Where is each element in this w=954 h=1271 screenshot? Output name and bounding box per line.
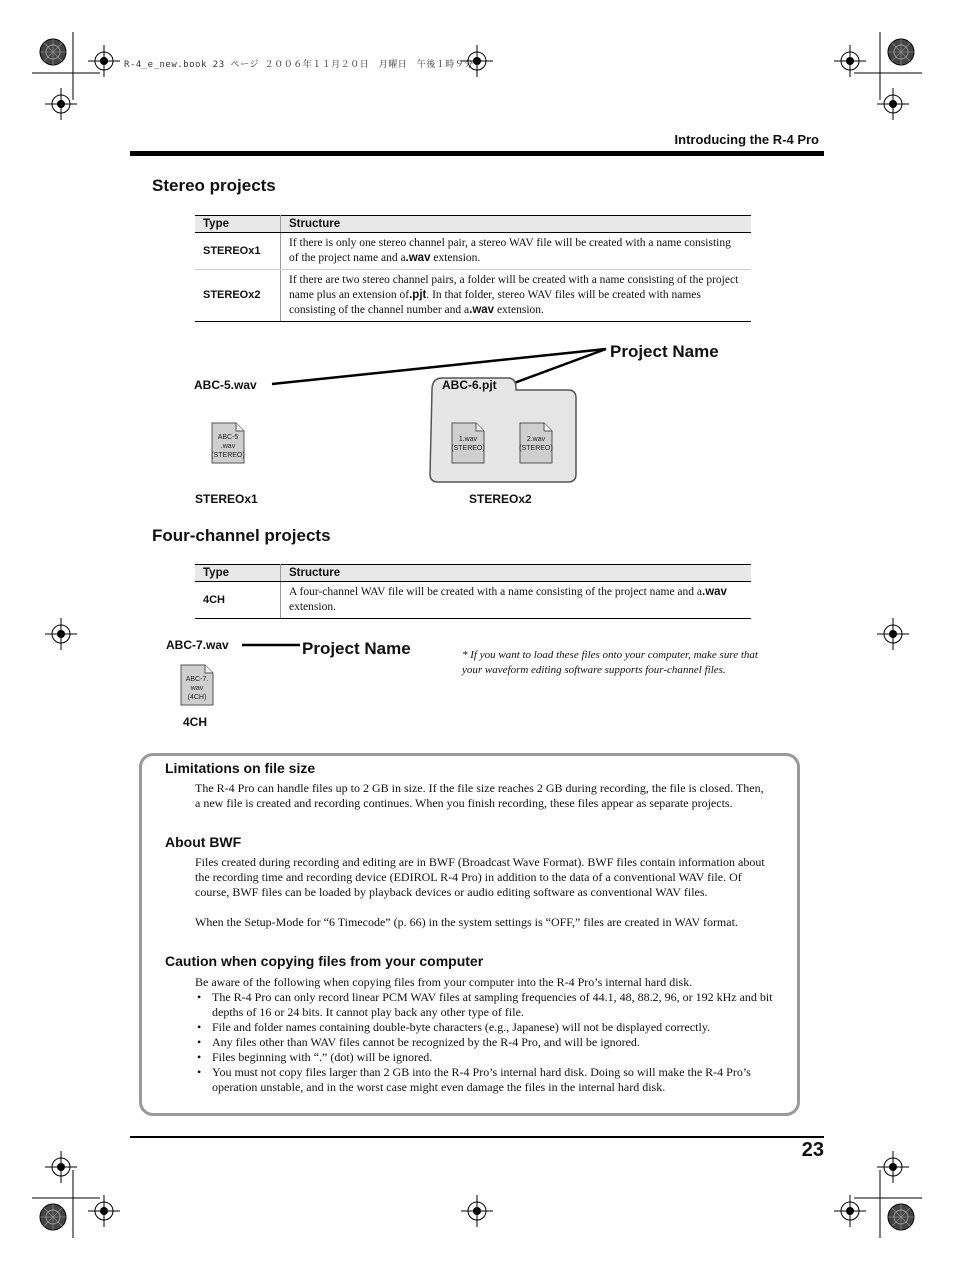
structure-cell: If there are two stereo channel pairs, a folder will be created with a name consisting of the project name plus an extension of.pjt. In that folder, stereo WAV files will be created with names consisting of the channel number and a.wav extension. xyxy=(281,270,752,322)
file-name: ABC-7.wav xyxy=(166,638,229,652)
fourch-heading: Four-channel projects xyxy=(152,526,331,545)
caption-stereox2: STEREOx2 xyxy=(469,492,532,506)
info-box xyxy=(139,753,800,1116)
caption-stereox1: STEREOx1 xyxy=(195,492,258,506)
bwf-heading: About BWF xyxy=(165,834,242,850)
folder-name: ABC-6.pjt xyxy=(442,378,497,392)
col-type: Type xyxy=(195,216,281,233)
table-row: 4CH A four-channel WAV file will be created with a name consisting of the project name and a.wav extension. xyxy=(195,582,751,619)
caution-heading: Caution when copying files from your computer xyxy=(165,953,484,969)
fourch-table xyxy=(195,564,751,619)
list-item: • Any files other than WAV files cannot be recognized by the R-4 Pro, and will be ignored. xyxy=(195,1035,785,1050)
file-name: ABC-5.wav xyxy=(194,378,257,392)
page-number: 23 xyxy=(801,1139,824,1161)
wav-file-icon: ABC-5 .wav (STEREO) xyxy=(211,422,245,464)
list-item: • Files beginning with “.” (dot) will be ignored. xyxy=(195,1050,785,1065)
list-item: • The R-4 Pro can only record linear PCM WAV files at sampling frequencies of 44.1, 48, 88.2, 96, or 192 kHz and bit depths of 16 or 24 bits. It cannot play back any other type of file. xyxy=(195,990,785,1020)
project-name-label: Project Name xyxy=(610,342,719,361)
structure-cell: A four-channel WAV file will be created with a name consisting of the project name and a.wav extension. xyxy=(281,582,752,619)
footnote: * If you want to load these files onto your computer, make sure that your waveform editing software supports four-channel files. xyxy=(462,649,758,676)
running-header: Introducing the R-4 Pro xyxy=(674,132,819,147)
limitations-heading: Limitations on file size xyxy=(165,760,316,776)
structure-cell: If there is only one stereo channel pair, a stereo WAV file will be created with a name consisting of the project name and a.wav extension. xyxy=(281,233,752,270)
wav-file-icon: ABC-7. wav (4CH) xyxy=(180,664,214,706)
list-item: • You must not copy files larger than 2 GB into the R-4 Pro’s internal hard disk. Doing so will make the R-4 Pro’s operation unstable, and in the worst case might even damage the files in the internal hard disk. xyxy=(195,1065,785,1095)
footer-rule xyxy=(130,1136,824,1138)
col-type: Type xyxy=(195,565,281,582)
col-structure: Structure xyxy=(281,216,752,233)
bwf-text-2: When the Setup-Mode for “6 Timecode” (p. 66) in the system settings is “OFF,” files are created in WAV format. xyxy=(195,915,738,929)
project-name-label: Project Name xyxy=(302,639,411,658)
col-structure: Structure xyxy=(281,565,752,582)
caution-intro: Be aware of the following when copying files from your computer into the R-4 Pro’s internal hard disk. xyxy=(195,975,693,989)
table-row: STEREOx1 If there is only one stereo channel pair, a stereo WAV file will be created with a name consisting of the project name and a.wav extension. xyxy=(195,233,751,270)
table-row: STEREOx2 If there are two stereo channel pairs, a folder will be created with a name consisting of the project name plus an extension of.pjt. In that folder, stereo WAV files will be created with names consisting of the channel number and a.wav extension. xyxy=(195,270,751,322)
caution-list xyxy=(195,990,785,1095)
print-header: R-4_e_new.book 23 ページ ２００６年１１月２０日 月曜日 午後１時９分 xyxy=(124,60,474,70)
list-item: • File and folder names containing double-byte characters (e.g., Japanese) will not be displayed correctly. xyxy=(195,1020,785,1035)
bwf-text: Files created during recording and editing are in BWF (Broadcast Wave Format). BWF files contain information about the recording time and recording device (EDIROL R-4 Pro) in addition to the data of a conventional WAV file. Of course, BWF files can be loaded by playback devices or audio editing software as conventional WAV files. xyxy=(195,855,765,899)
limitations-text: The R-4 Pro can handle files up to 2 GB in size. If the file size reaches 2 GB during recording, the file is closed. Then, a new file is created and recording continues. When you finish recording, these files appear as separate projects. xyxy=(195,781,764,810)
wav-file-icon: 2.wav (STEREO) xyxy=(519,422,553,464)
stereo-heading: Stereo projects xyxy=(152,176,276,195)
caption-4ch: 4CH xyxy=(183,715,208,729)
wav-file-icon: 1.wav (STEREO) xyxy=(451,422,485,464)
